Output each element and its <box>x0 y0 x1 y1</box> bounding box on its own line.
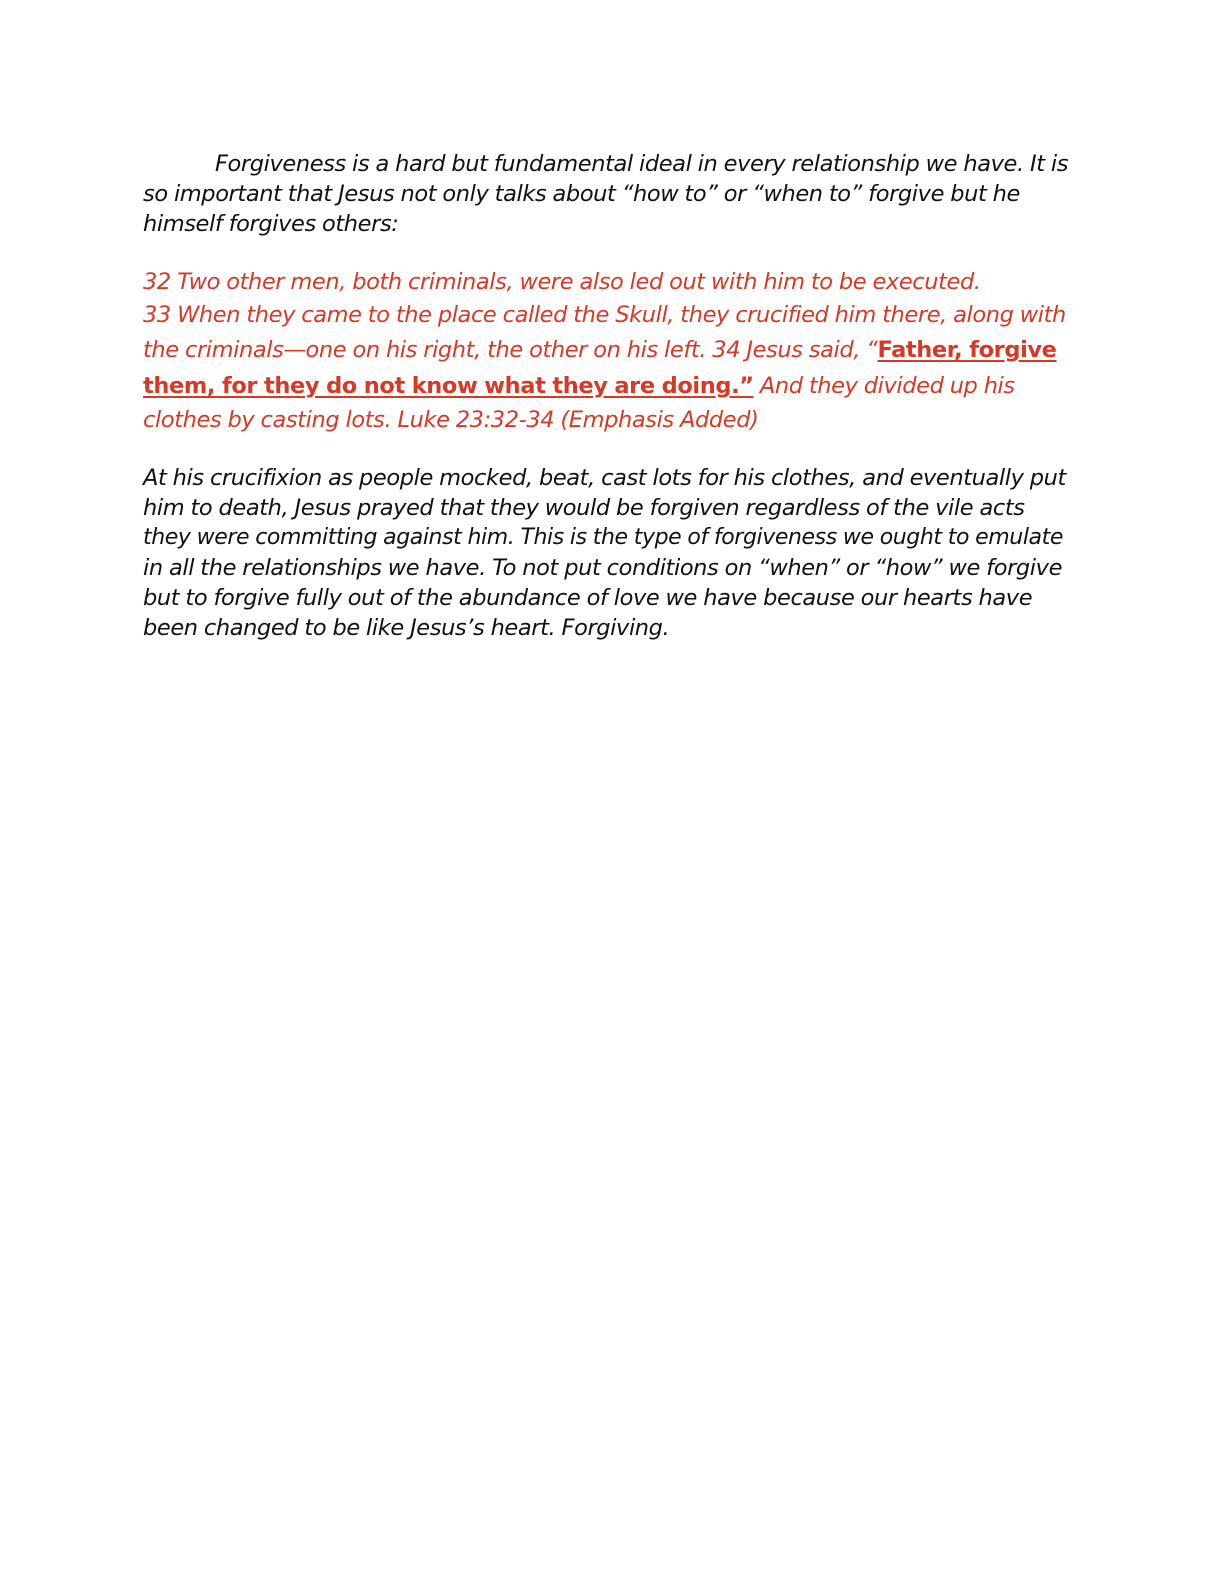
scripture-quote <box>143 266 1073 437</box>
scripture-line <box>143 368 1073 404</box>
intro-line: himself forgives others: <box>143 211 399 237</box>
closing-line: him to death, Jesus prayed that they would be forgiven regardless of the vile acts <box>143 495 1025 521</box>
scripture-text: And they divided up his <box>753 373 1015 399</box>
closing-line: in all the relationships we have. To not put conditions on “when” or “how” we forgive <box>143 555 1063 581</box>
intro-paragraph <box>143 149 1073 239</box>
scripture-text: the criminals—one on his right, the other on his left. 34 Jesus said, “ <box>143 337 878 363</box>
scripture-line: 32 Two other men, both criminals, were also led out with him to be executed. <box>143 269 981 295</box>
intro-line: Forgiveness is a hard but fundamental ideal in every relationship we have. It is <box>215 151 1069 177</box>
scripture-line: 33 When they came to the place called the Skull, they crucified him there, along with <box>143 302 1066 328</box>
closing-line: but to forgive fully out of the abundance of love we have because our hearts have <box>143 585 1033 611</box>
closing-paragraph <box>143 463 1073 643</box>
closing-line: they were committing against him. This is the type of forgiveness we ought to emulate <box>143 525 1063 550</box>
closing-line: At his crucifixion as people mocked, beat, cast lots for his clothes, and eventually put <box>143 465 1066 491</box>
intro-line: so important that Jesus not only talks about “how to” or “when to” forgive but he <box>143 181 1020 207</box>
emphasized-quote: Father, forgive <box>877 337 1057 363</box>
closing-line: been changed to be like Jesus’s heart. Forgiving. <box>143 615 670 641</box>
scripture-line <box>143 332 1073 368</box>
emphasized-quote: them, for they do not know what they are doing.” <box>143 373 754 399</box>
scripture-citation-line: clothes by casting lots. Luke 23:32-34 (Emphasis Added) <box>143 407 759 433</box>
